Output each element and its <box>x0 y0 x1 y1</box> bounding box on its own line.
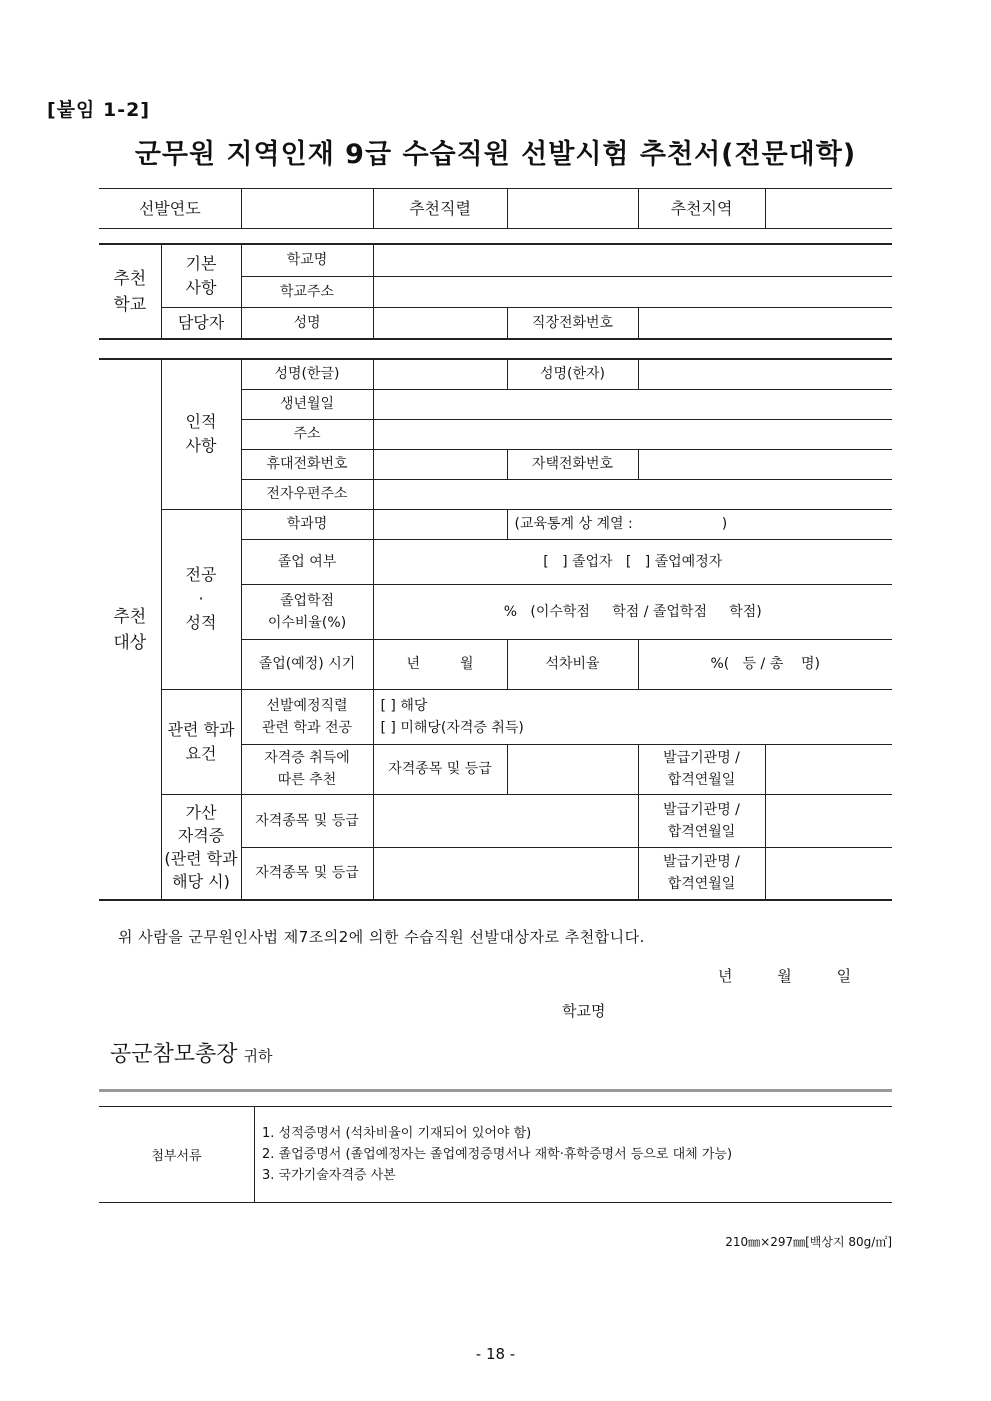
graduation-status-label: 졸업 여부 <box>241 539 373 584</box>
education-stats-field[interactable]: (교육통계 상 계열 : ) <box>507 509 892 539</box>
bonus-cert-type-label-1: 자격종목 및 등급 <box>241 794 373 847</box>
credit-ratio-label: 졸업학점 이수비율(%) <box>241 584 373 639</box>
graduation-time-label: 졸업(예정) 시기 <box>241 639 373 689</box>
bonus-issuer-label-2: 발급기관명 / 합격연월일 <box>638 847 765 900</box>
recommended-region-field[interactable] <box>765 189 892 229</box>
recommended-series-field[interactable] <box>507 189 638 229</box>
bonus-issuer-field-1[interactable] <box>765 794 892 847</box>
attachments-table <box>99 1106 892 1203</box>
rank-ratio-label: 석차비율 <box>507 639 638 689</box>
issuer-date-field[interactable] <box>765 744 892 794</box>
selection-year-field[interactable] <box>241 189 373 229</box>
name-hanja-field[interactable] <box>638 359 892 389</box>
cert-type-grade-field[interactable] <box>507 744 638 794</box>
recommended-series-label: 추천직렬 <box>373 189 507 229</box>
school-name-signature: 학교명 <box>562 1002 606 1020</box>
candidate-group-label: 추천 대상 <box>99 359 161 900</box>
attachment-item: 3. 국가기술자격증 사본 <box>262 1168 396 1183</box>
basic-info-label: 기본 사항 <box>161 244 241 307</box>
attachment-item: 1. 성적증명서 (석차비율이 기재되어 있어야 함) <box>262 1126 532 1141</box>
addressee-name: 공군참모총장 <box>110 1042 238 1067</box>
attachment-label: [붙임 1-2] <box>47 99 151 121</box>
name-korean-field[interactable] <box>373 359 507 389</box>
graduation-time-field[interactable]: 년 월 <box>373 639 507 689</box>
page-number: - 18 - <box>475 1345 516 1363</box>
name-hanja-label: 성명(한자) <box>507 359 638 389</box>
attachments-label: 첨부서류 <box>99 1107 255 1203</box>
date-line <box>718 965 891 986</box>
school-address-field[interactable] <box>373 276 892 307</box>
credit-ratio-field[interactable]: % (이수학점 학점 / 졸업학점 학점) <box>373 584 892 639</box>
contact-person-label: 담당자 <box>161 307 241 339</box>
rank-ratio-field[interactable]: %( 등 / 총 명) <box>638 639 892 689</box>
contact-name-field[interactable] <box>373 307 507 339</box>
bonus-cert-label: 가산 자격증 (관련 학과 해당 시) <box>161 794 241 900</box>
school-group-label: 추천 학교 <box>99 244 161 339</box>
attachments-list <box>255 1107 893 1203</box>
school-address-label: 학교주소 <box>241 276 373 307</box>
school-name-field[interactable] <box>373 244 892 276</box>
mobile-label: 휴대전화번호 <box>241 449 373 479</box>
issuer-date-label: 발급기관명 / 합격연월일 <box>638 744 765 794</box>
office-phone-field[interactable] <box>638 307 892 339</box>
cert-type-grade-label: 자격종목 및 등급 <box>373 744 507 794</box>
school-table <box>99 243 892 340</box>
school-name-label: 학교명 <box>241 244 373 276</box>
address-label: 주소 <box>241 419 373 449</box>
paper-spec: 210㎜×297㎜[백상지 80g/㎡] <box>725 1235 892 1249</box>
date-month: 월 <box>777 967 792 985</box>
contact-name-label: 성명 <box>241 307 373 339</box>
divider <box>99 1089 892 1092</box>
candidate-table <box>99 358 892 901</box>
bonus-cert-type-label-2: 자격종목 및 등급 <box>241 847 373 900</box>
birth-date-field[interactable] <box>373 389 892 419</box>
page-title: 군무원 지역인재 9급 수습직원 선발시험 추천서(전문대학) <box>134 139 857 170</box>
email-label: 전자우편주소 <box>241 479 373 509</box>
recommendation-statement: 위 사람을 군무원인사법 제7조의2에 의한 수습직원 선발대상자로 추천합니다. <box>118 928 645 946</box>
selection-info-table <box>99 188 892 229</box>
related-requirement-label: 관련 학과 요건 <box>161 689 241 794</box>
date-day: 일 <box>836 967 852 985</box>
office-phone-label: 직장전화번호 <box>507 307 638 339</box>
mobile-field[interactable] <box>373 449 507 479</box>
address-field[interactable] <box>373 419 892 449</box>
department-label: 학과명 <box>241 509 373 539</box>
date-year: 년 <box>718 967 733 985</box>
birth-date-label: 생년월일 <box>241 389 373 419</box>
bonus-issuer-label-1: 발급기관명 / 합격연월일 <box>638 794 765 847</box>
graduation-options[interactable]: [ ] 졸업자 [ ] 졸업예정자 <box>373 539 892 584</box>
email-field[interactable] <box>373 479 892 509</box>
name-korean-label: 성명(한글) <box>241 359 373 389</box>
addressee <box>110 1037 273 1068</box>
personal-info-label: 인적 사항 <box>161 359 241 509</box>
bonus-cert-type-field-1[interactable] <box>373 794 638 847</box>
department-field[interactable] <box>373 509 507 539</box>
attachment-item: 2. 졸업증명서 (졸업예정자는 졸업예정증명서나 재학·휴학증명서 등으로 대체 가능) <box>262 1147 733 1162</box>
bonus-cert-type-field-2[interactable] <box>373 847 638 900</box>
home-phone-field[interactable] <box>638 449 892 479</box>
bonus-issuer-field-2[interactable] <box>765 847 892 900</box>
cert-recommend-label: 자격증 취득에 따른 추천 <box>241 744 373 794</box>
major-grade-label: 전공 · 성적 <box>161 509 241 689</box>
recommended-region-label: 추천지역 <box>638 189 765 229</box>
addressee-suffix: 귀하 <box>243 1047 273 1065</box>
home-phone-label: 자택전화번호 <box>507 449 638 479</box>
selection-series-label: 선발예정직렬 관련 학과 전공 <box>241 689 373 744</box>
selection-year-label: 선발연도 <box>99 189 241 229</box>
applicable-options[interactable]: [ ] 해당 [ ] 미해당(자격증 취득) <box>373 689 892 744</box>
